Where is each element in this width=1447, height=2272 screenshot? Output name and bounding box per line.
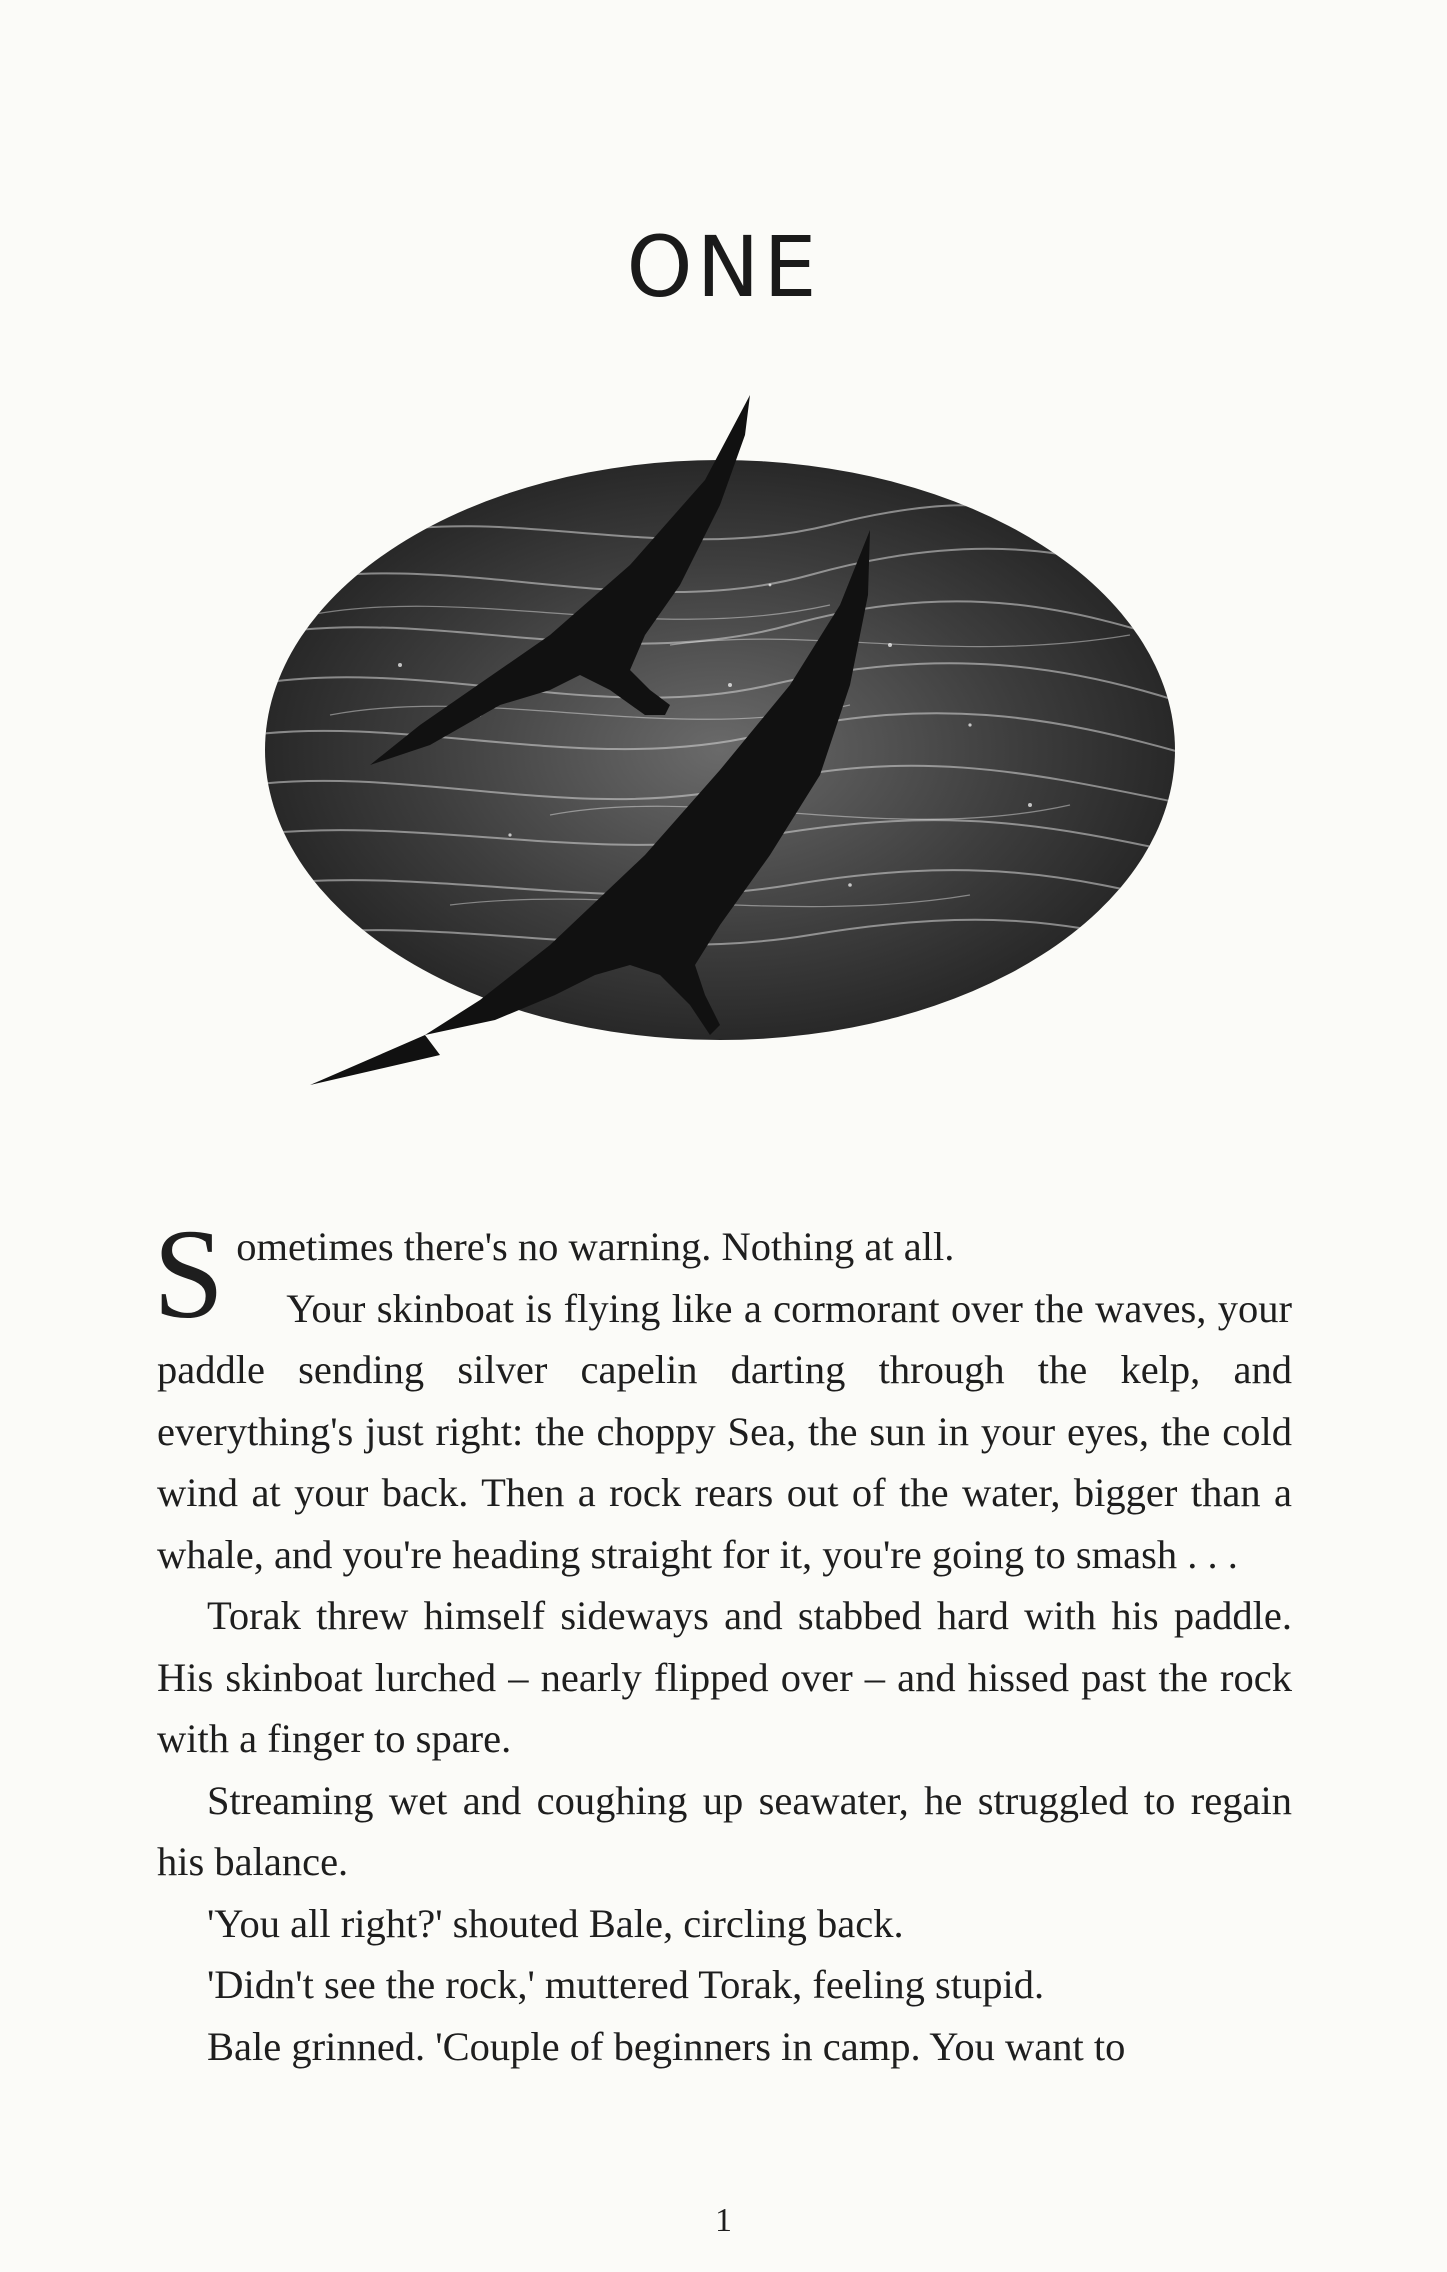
seabirds-over-waves-illustration bbox=[250, 385, 1190, 1085]
paragraph-4: Streaming wet and coughing up seawater, he struggled to regain his balance. bbox=[157, 1777, 1292, 1884]
paragraph-1 bbox=[153, 1203, 1292, 1345]
paragraph-1-text: ometimes there's no warning. Nothing at all. bbox=[236, 1224, 955, 1269]
paragraph-2: Your skinboat is flying like a cormorant over the waves, your paddle sending silver capelin darting through the kelp, and everything's just right: the choppy Sea, the sun in your eyes, the cold wind at your back. Then a rock rears out of the water, bigger than a whale, and you're heading straight for it, you're going to smash . . . bbox=[157, 1285, 1292, 1577]
chapter-body-text bbox=[153, 1203, 1292, 2077]
paragraph-5: 'You all right?' shouted Bale, circling back. bbox=[207, 1900, 904, 1946]
paragraph-3: Torak threw himself sideways and stabbed hard with his paddle. His skinboat lurched – nearly flipped over – and hissed past the rock with a finger to spare. bbox=[157, 1593, 1292, 1761]
page-number: 1 bbox=[715, 2202, 732, 2239]
paragraph-7: Bale grinned. 'Couple of beginners in camp. You want to bbox=[207, 2023, 1126, 2069]
paragraph-6: 'Didn't see the rock,' muttered Torak, feeling stupid. bbox=[207, 1962, 1045, 2007]
chapter-title: ONE bbox=[626, 218, 821, 316]
drop-cap: S bbox=[153, 1203, 225, 1345]
